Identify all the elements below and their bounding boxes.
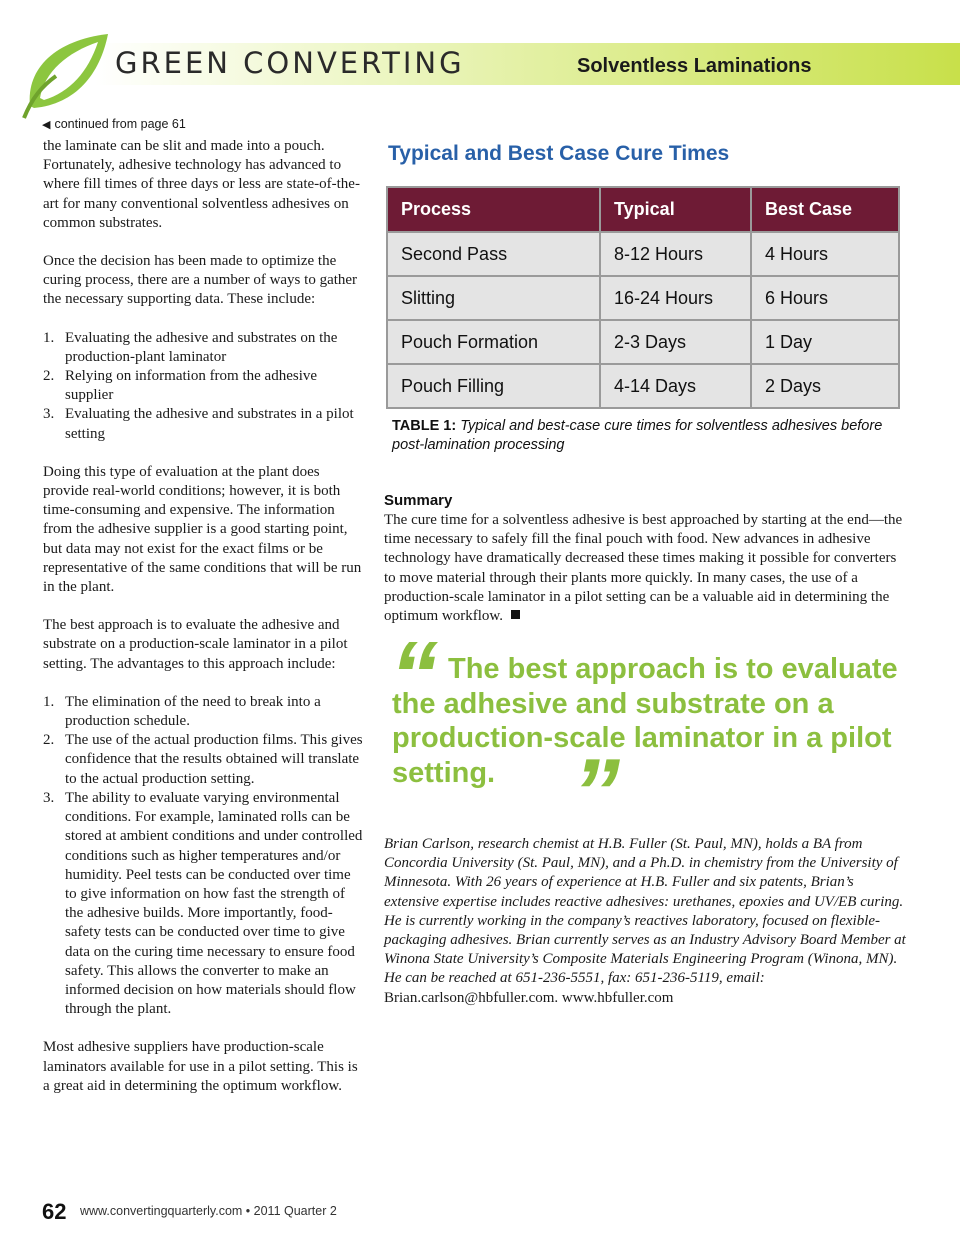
table-cell: 2-3 Days <box>600 320 751 364</box>
close-quote-icon: ” <box>572 739 620 846</box>
footer-text: www.convertingquarterly.com • 2011 Quarter 2 <box>80 1204 337 1218</box>
bio-contact: Brian.carlson@hbfuller.com. www.hbfuller.com <box>384 989 674 1006</box>
paragraph: The best approach is to evaluate the adhesive and substrate on a production-scale laminator in a pilot setting. The advantages to this approach include: <box>43 617 348 672</box>
page-number: 62 <box>42 1199 67 1224</box>
author-bio <box>384 835 906 1008</box>
leaf-logo-icon <box>16 28 116 122</box>
column-header: Best Case <box>751 187 899 232</box>
table-cell: Pouch Filling <box>387 364 600 408</box>
cure-times-table <box>386 186 900 409</box>
list-item: 1. Evaluating the adhesive and substrates on the production-plant laminator <box>43 329 338 365</box>
table-cell: Pouch Formation <box>387 320 600 364</box>
table-title: Typical and Best Case Cure Times <box>388 142 730 165</box>
column-header: Typical <box>600 187 751 232</box>
caption-text: Typical and best-case cure times for solventless adhesives before post-lamination processing <box>392 418 883 453</box>
table-row <box>387 276 899 320</box>
bio-text: Brian Carlson, research chemist at H.B. Fuller (St. Paul, MN), holds a BA from Concordia University (St. Paul, MN), and a Ph.D. in chemistry from the University of Minnesota. With 26 years of experience at H.B. Fuller and six patents, Brian’s extensive expertise includes reactive adhesives: urethanes, epoxies and UV/EB curing. He is currently working in the company’s reactives laboratory, focused on flexible-packaging adhesives. Brian currently serves as an Industry Advisory Board Member at Winona State University’s Composite Materials Engineering Program (Winona, MN). He can be reached at 651-236-5551, fax: 651-236-5119, email: <box>384 836 906 987</box>
continued-label: continued from page 61 <box>54 117 186 131</box>
end-mark-icon <box>511 610 520 619</box>
table-row <box>387 232 899 276</box>
table-cell: 4-14 Days <box>600 364 751 408</box>
table-row <box>387 364 899 408</box>
table-cell: 2 Days <box>751 364 899 408</box>
section-title: Solventless Laminations <box>577 55 812 77</box>
paragraph: Doing this type of evaluation at the plant does provide real-world conditions; however, it is both time-consuming and expensive. The information from the adhesive supplier is a good starting point, but data may not exist for the exact films or be representative of the same conditions that will be run in the plant. <box>43 463 362 596</box>
numbered-list <box>43 329 365 444</box>
list-item: 1. The elimination of the need to break into a production schedule. <box>43 693 321 730</box>
table-cell: 1 Day <box>751 320 899 364</box>
summary-paragraph <box>384 511 904 626</box>
list-item: 2. Relying on information from the adhesive supplier <box>43 368 318 404</box>
paragraph: Once the decision has been made to optimize the curing process, there are a number of ways to gather the necessary supporting data. These include: <box>43 253 358 308</box>
list-item: 3. Evaluating the adhesive and substrates in a pilot setting <box>43 406 354 442</box>
table-header-row <box>387 187 899 232</box>
list-item: 3. The ability to evaluate varying environmental conditions. For example, laminated rolls can be stored at ambient conditions and under controlled conditions such as higher temperatures and/or humidity. Peel tests can be conducted over time to give information on how fast the strength of the adhesive builds. More importantly, food-safety tests can be conducted over time to give data on the curing time necessary to ensure food safety. This allows the converter to make an informed decision on how materials should flow through the plant. <box>43 789 363 1018</box>
table-cell: Slitting <box>387 276 600 320</box>
list-item: 2. The use of the actual production films. This gives confidence that the results obtained will translate to the actual production setting. <box>43 732 363 787</box>
left-triangle-icon: ◀ <box>42 119 51 131</box>
table-cell: 6 Hours <box>751 276 899 320</box>
column-header: Process <box>387 187 600 232</box>
paragraph: the laminate can be slit and made into a pouch. Fortunately, adhesive technology has advanced to where fill times of three days or less are state-of-the-art for many conventional solventless adhesives on common substrates. <box>43 138 360 231</box>
caption-label: TABLE 1: <box>392 418 457 434</box>
table-caption <box>392 417 902 455</box>
table-cell: 8-12 Hours <box>600 232 751 276</box>
summary-text: The cure time for a solventless adhesive is best approached by starting at the end—the time necessary to safely fill the final pouch with food. New advances in adhesive technology have dramatically decreased these times making it possible for converters to move material through their plants more quickly. In many cases, the use of a production-scale laminator in a pilot setting can be a valuable aid in determining the optimum workflow. <box>384 512 903 625</box>
summary-heading: Summary <box>384 492 453 509</box>
continued-note <box>42 117 186 131</box>
numbered-list <box>43 693 365 1019</box>
pull-quote-text: The best approach is to evaluate the adhesive and substrate on a production-scale laminator in a pilot setting. <box>392 653 898 789</box>
left-column <box>43 137 365 1115</box>
table-cell: Second Pass <box>387 232 600 276</box>
pull-quote <box>392 652 912 790</box>
open-quote-icon: “ <box>390 622 438 729</box>
table-cell: 4 Hours <box>751 232 899 276</box>
paragraph: Most adhesive suppliers have production-scale laminators available for use in a pilot setting. This is a great aid in determining the optimum workflow. <box>43 1039 358 1094</box>
table-cell: 16-24 Hours <box>600 276 751 320</box>
table-row <box>387 320 899 364</box>
magazine-title: GREEN CONVERTING <box>115 46 465 80</box>
